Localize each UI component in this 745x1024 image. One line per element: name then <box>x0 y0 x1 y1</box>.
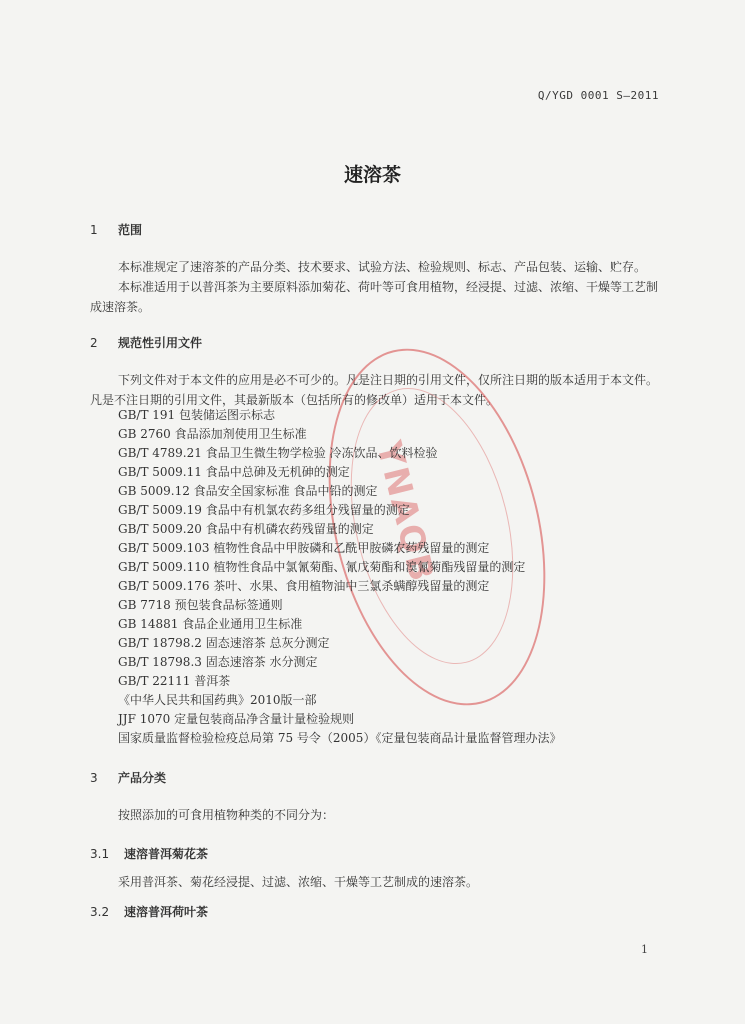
reference-list <box>118 406 561 748</box>
page-number: 1 <box>641 943 648 956</box>
section-number: 3 <box>90 771 98 785</box>
reference-item: GB/T 18798.2 固态速溶茶 总灰分测定 <box>118 636 330 650</box>
page-title: 速溶茶 <box>343 164 401 186</box>
reference-item: GB 14881 食品企业通用卫生标准 <box>118 617 303 631</box>
document-code: Q/YGD 0001 S—2011 <box>537 89 659 102</box>
reference-item: 《中华人民共和国药典》2010版一部 <box>118 693 317 707</box>
reference-item: GB/T 5009.176 茶叶、水果、食用植物油中三氯杀螨醇残留量的测定 <box>118 579 490 593</box>
section-number: 1 <box>90 223 98 237</box>
reference-item: GB/T 5009.11 食品中总砷及无机砷的测定 <box>118 465 350 479</box>
section-title: 速溶普洱荷叶茶 <box>124 905 209 919</box>
reference-item: GB/T 4789.21 食品卫生微生物学检验 冷冻饮品、饮料检验 <box>118 446 438 460</box>
section-1-heading <box>90 221 142 238</box>
section-3-heading <box>90 769 166 786</box>
reference-item: 国家质量监督检验检疫总局第 75 号令（2005）《定量包装商品计量监督管理办法》 <box>118 731 562 745</box>
section-number: 2 <box>90 336 98 350</box>
reference-item: GB 2760 食品添加剂使用卫生标准 <box>118 427 307 441</box>
section-title: 范围 <box>118 223 143 237</box>
section-2-intro: 下列文件对于本文件的应用是必不可少的。凡是注日期的引用文件，仅所注日期的版本适用于本文件。凡是不注日期的引用文件，其最新版本（包括所有的修改单）适用于本文件。 <box>90 373 659 407</box>
section-1-paragraph-2: 本标准适用于以普洱茶为主要原料添加菊花、荷叶等可食用植物，经浸提、过滤、浓缩、干燥等工艺制成速溶茶。 <box>90 280 659 314</box>
section-2-heading <box>90 334 202 351</box>
section-1-paragraph-1: 本标准规定了速溶茶的产品分类、技术要求、试验方法、检验规则、标志、产品包装、运输、贮存。 <box>118 260 647 274</box>
section-3-1-text: 采用普洱茶、菊花经浸提、过滤、浓缩、干燥等工艺制成的速溶茶。 <box>118 875 479 889</box>
reference-item: GB/T 5009.110 植物性食品中氯氰菊酯、氰戊菊酯和溴氰菊酯残留量的测定 <box>118 560 526 574</box>
section-number: 3.1 <box>90 847 110 861</box>
reference-item: GB/T 5009.103 植物性食品中甲胺磷和乙酰甲胺磷农药残留量的测定 <box>118 541 490 555</box>
reference-item: GB/T 22111 普洱茶 <box>118 674 231 688</box>
section-3-1-heading <box>90 845 208 862</box>
section-title: 产品分类 <box>118 771 167 785</box>
reference-item: GB/T 5009.20 食品中有机磷农药残留量的测定 <box>118 522 374 536</box>
section-3-2-heading <box>90 903 208 920</box>
reference-item: GB/T 5009.19 食品中有机氯农药多组分残留量的测定 <box>118 503 410 517</box>
reference-item: GB 5009.12 食品安全国家标准 食品中铅的测定 <box>118 484 378 498</box>
reference-item: GB 7718 预包装食品标签通则 <box>118 598 283 612</box>
official-seal-mark: YNAQB <box>368 437 442 587</box>
section-3-intro: 按照添加的可食用植物种类的不同分为： <box>118 808 335 822</box>
reference-item: JJF 1070 定量包装商品净含量计量检验规则 <box>118 712 355 726</box>
reference-item: GB/T 191 包装储运图示标志 <box>118 408 275 422</box>
section-title: 速溶普洱菊花茶 <box>124 847 209 861</box>
section-title: 规范性引用文件 <box>118 336 203 350</box>
reference-item: GB/T 18798.3 固态速溶茶 水分测定 <box>118 655 318 669</box>
section-number: 3.2 <box>90 905 110 919</box>
